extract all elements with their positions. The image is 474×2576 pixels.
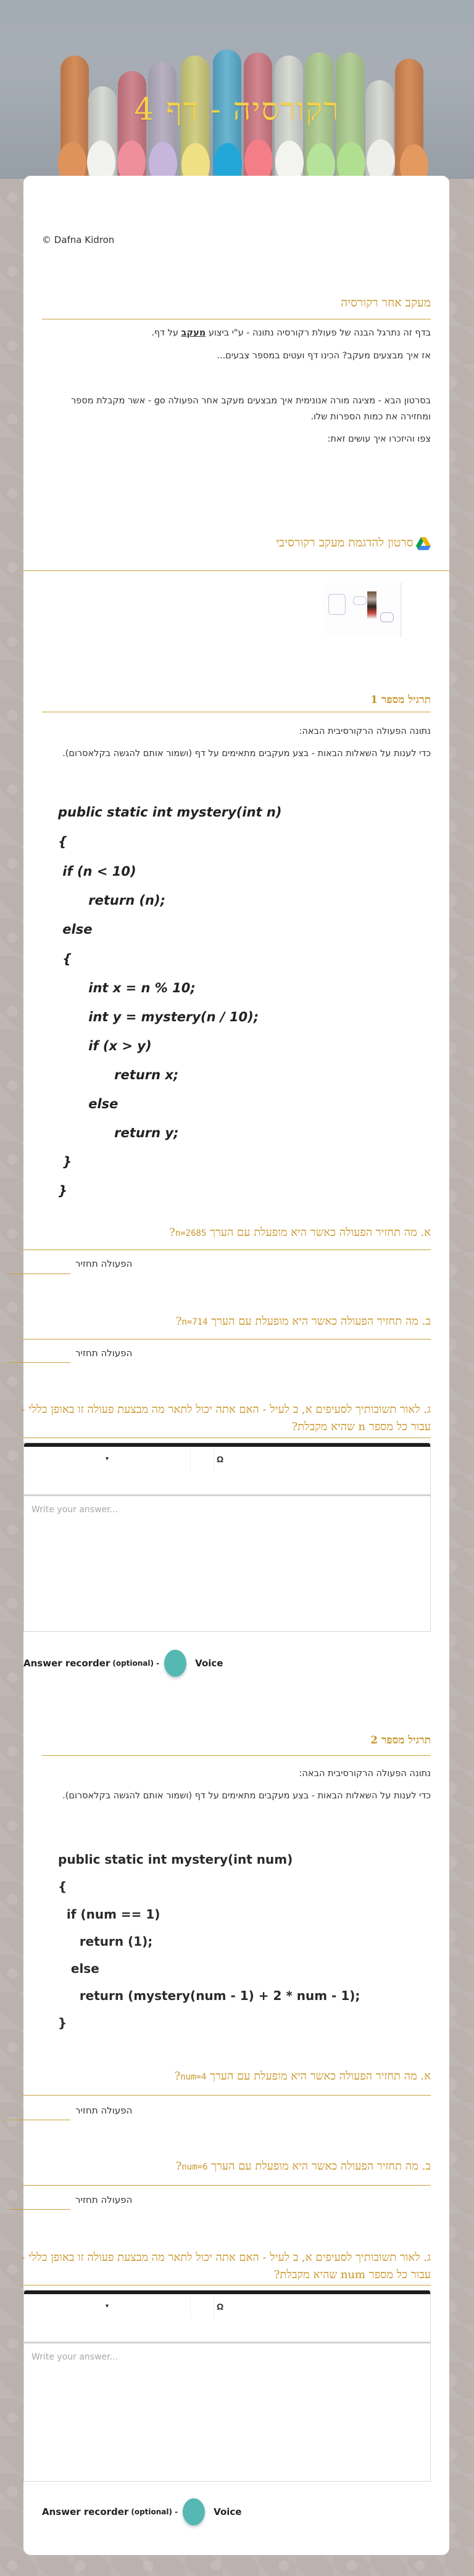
answer-textarea-2[interactable] xyxy=(24,2344,430,2478)
video-thumbnail[interactable] xyxy=(323,583,401,637)
exercise-2-intro-1: נתונה הפעולה הרקורסיבית הבאה: xyxy=(299,1769,431,1779)
exercise-2-question-a: א. מה תחזיר הפעולה כאשר היא מופעלת עם הערך num=4? xyxy=(174,2070,431,2083)
exercise-2-question-c: ג. לאור תשובותיך לסעיפים א, ב לעיל - האם אתה יכול לתאר מה מבצעת פעולה זו באופן כללי - עבור כל מספר num שהיא מקבלת? xyxy=(21,2251,431,2281)
content-card: © Dafna Kidron מעקב אחר רקורסיה בדף זה נתרגל הבנה של פעולת רקורסיה נתונה - ע"י ביצוע מעקב על דף. אז איך מבצעים מעקב? הכינו דף ועטים במספר צבעים... בסרטון הבא - מציגה מורה אנונימית איך מבצעים מעקב אחר הפעולה go - אשר מקבלת מספר ומחזירה את כמות הספרות שלו. צפו והיזכרו איך עושים זאת: סרטון להדגמת מעקב רקורסיבי תרגיל מספר 1 נתונה הפעולה הרקורסיבית הבאה: כדי לענות על השאלות הבאות - בצע מעקבים מתאימים על דף (ושמור אותם להגשה בקלאסרום). public static int mystery(int n) { if (n < 10) return (n); else { int x = n % 10; int y = mystery(n / 10); if (x > y) return x; else return y; } } א. מה תחזיר הפעולה כאשר היא מופעלת עם הערך n=2685? הפעולה תחזיר ב. מה תחזיר הפעולה כאשר היא מופעלת עם הערך n=714? הפעולה תחזיר ג. לאור תשובותיך לסעיפים א, ב לעיל - האם אתה יכול לתאר מה מבצעת פעולה זו באופן כללי - עבור כל מספר n שהיא מקבלת? ▾ Ω Write your answer... Answer recorder (optional) - Voice תרגיל מספר 2 נתונה הפעולה הרקורסיבית הבאה: כדי לענות על השאלות הבאות - בצע מעקבים מתאימים על דף (ושמור אותם להגשה בקלאסרום). public static int mystery(int num) { if (num == 1) return (1); else return (mystery(num - 1) + 2 * num - 1); } א. מה תחזיר הפעולה כאשר היא מופעלת עם הערך num=4? הפעולה תחזיר ב. מה תחזיר הפעולה כאשר היא מופעלת עם הערך num=6? הפעולה תחזיר ג. לאור תשובותיך לסעיפים א, ב לעיל - האם אתה יכול לתאר מה מבצעת פעולה זו באופן כללי - עבור כל מספר num שהיא מקבלת? ▾ Ω Write your answer... Answer recorder (optional) - Voice xyxy=(23,176,449,2555)
editor-toolbar xyxy=(24,2294,430,2344)
special-character-button[interactable]: Ω xyxy=(217,1454,224,1464)
intro-paragraph-2: אז איך מבצעים מעקב? הכינו דף ועטים במספר צבעים... xyxy=(217,351,431,361)
section-divider xyxy=(42,1755,431,1756)
page-title: רקורסיה - דף 4 xyxy=(134,91,340,127)
exercise-1-intro-2: כדי לענות על השאלות הבאות - בצע מעקבים מתאימים על דף (ושמור אותם להגשה בקלאסרום). xyxy=(62,749,431,759)
exercise-2-question-b: ב. מה תחזיר הפעולה כאשר היא מופעלת עם הערך num=6? xyxy=(175,2160,431,2173)
section-heading-tracking: מעקב אחר רקורסיה xyxy=(341,296,431,310)
exercise-1-heading: תרגיל מספר 1 xyxy=(370,694,431,706)
section-divider xyxy=(23,2285,431,2286)
video-link-row[interactable] xyxy=(42,536,431,551)
answer-label: הפעולה תחזיר xyxy=(75,1348,133,1359)
google-drive-icon xyxy=(416,537,431,551)
exercise-1-intro-1: נתונה הפעולה הרקורסיבית הבאה: xyxy=(299,726,431,736)
copyright-text: © Dafna Kidron xyxy=(42,234,115,245)
section-divider xyxy=(23,570,449,571)
answer-recorder-2: Answer recorder (optional) - Voice xyxy=(42,2498,241,2525)
answer-input-1a[interactable] xyxy=(9,1261,70,1274)
hero-banner xyxy=(0,0,474,179)
record-button[interactable] xyxy=(183,2498,205,2525)
format-dropdown[interactable] xyxy=(24,1447,191,1471)
section-divider xyxy=(23,2095,431,2096)
section-divider xyxy=(23,1249,431,1250)
answer-editor-2 xyxy=(23,2290,431,2482)
answer-input-2b[interactable] xyxy=(9,2196,70,2210)
exercise-1-question-a: א. מה תחזיר הפעולה כאשר היא מופעלת עם הערך n=2685? xyxy=(169,1226,431,1239)
answer-editor-1 xyxy=(23,1442,431,1632)
chalk-end-decoration xyxy=(367,139,395,179)
chalk-end-decoration xyxy=(275,141,304,179)
answer-recorder-1: Answer recorder (optional) - Voice xyxy=(23,1650,223,1677)
section-divider xyxy=(23,2185,431,2186)
chalk-end-decoration xyxy=(87,141,115,179)
chalk-end-decoration xyxy=(400,144,428,179)
chevron-down-icon: ▾ xyxy=(105,2303,109,2310)
chalk-end-decoration xyxy=(58,142,86,179)
video-link-title[interactable]: סרטון להדגמת מעקב רקורסיבי xyxy=(276,536,414,549)
exercise-2-heading: תרגיל מספר 2 xyxy=(370,1734,431,1747)
answer-input-2a[interactable] xyxy=(9,2107,70,2120)
intro-paragraph-1: בדף זה נתרגל הבנה של פעולת רקורסיה נתונה - ע"י ביצוע מעקב על דף. xyxy=(151,328,431,338)
intro-paragraph-4: צפו והיזכרו איך עושים זאת: xyxy=(327,434,431,444)
emphasis-tracking: מעקב xyxy=(181,328,206,338)
toolbar-blank-button[interactable] xyxy=(191,2294,214,2319)
chevron-down-icon: ▾ xyxy=(105,1455,109,1462)
editor-toolbar xyxy=(24,1447,430,1496)
intro-paragraph-3: בסרטון הבא - מציגה מורה אנונימית איך מבצעים מעקב אחר הפעולה go - אשר מקבלת מספר ומחזירה את כמות הספרות שלו. xyxy=(71,396,431,422)
exercise-1-question-b: ב. מה תחזיר הפעולה כאשר היא מופעלת עם הערך n=714? xyxy=(175,1315,431,1328)
answer-label: הפעולה תחזיר xyxy=(75,2194,133,2205)
answer-label: הפעולה תחזיר xyxy=(75,2105,133,2116)
voice-label: Voice xyxy=(214,2506,242,2517)
exercise-1-question-c: ג. לאור תשובותיך לסעיפים א, ב לעיל - האם אתה יכול לתאר מה מבצעת פעולה זו באופן כללי - עבור כל מספר n שהיא מקבלת? xyxy=(21,1403,431,1433)
chalk-end-decoration xyxy=(337,142,365,179)
voice-label: Voice xyxy=(195,1658,223,1669)
answer-label: הפעולה תחזיר xyxy=(75,1258,133,1269)
special-character-button[interactable]: Ω xyxy=(217,2302,224,2311)
chalk-end-decoration xyxy=(149,142,177,179)
chalk-end-decoration xyxy=(244,139,273,179)
answer-input-1b[interactable] xyxy=(9,1349,70,1363)
record-button[interactable] xyxy=(164,1650,186,1677)
chalk-end-decoration xyxy=(117,141,146,179)
exercise-2-intro-2: כדי לענות על השאלות הבאות - בצע מעקבים מתאימים על דף (ושמור אותם להגשה בקלאסרום). xyxy=(62,1791,431,1801)
toolbar-blank-button[interactable] xyxy=(191,1447,214,1471)
answer-textarea-1[interactable] xyxy=(24,1496,430,1628)
format-dropdown[interactable] xyxy=(24,2294,191,2319)
